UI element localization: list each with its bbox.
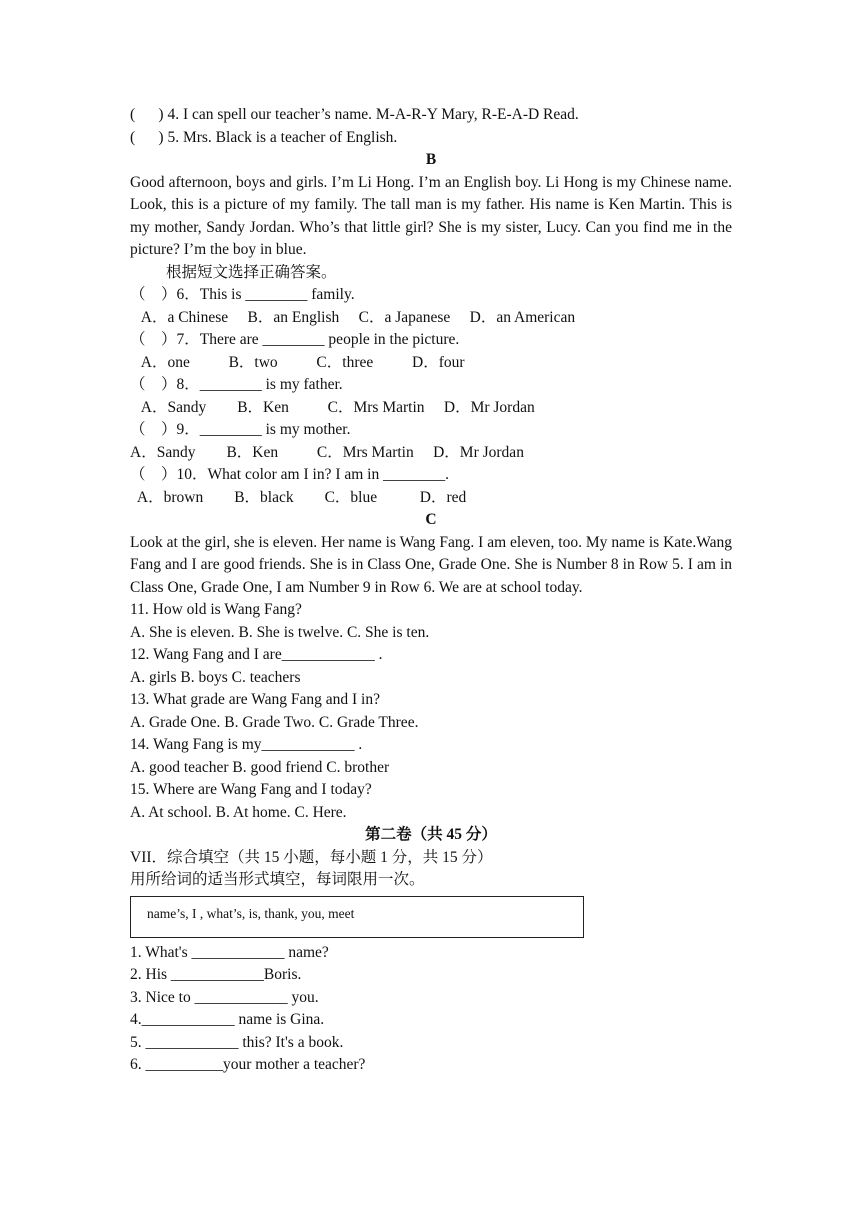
question-13: 13. What grade are Wang Fang and I in? [130, 691, 380, 708]
question-10: （ ）10．What color am I in? I am in ________. [130, 466, 449, 483]
question-7-options: A．one B．two C．three D．four [130, 353, 465, 371]
question-14-options: A. good teacher B. good friend C. brother [130, 758, 390, 776]
question-8-options: A．Sandy B．Ken C．Mrs Martin D．Mr Jordan [130, 398, 535, 416]
question-12-options: A. girls B. boys C. teachers [130, 668, 301, 686]
fill-blank-6: 6. __________your mother a teacher? [130, 1056, 366, 1073]
question-9: （ ）9．________ is my mother. [130, 421, 351, 438]
word-bank-text: name’s, I , what’s, is, thank, you, meet [147, 905, 355, 921]
question-15: 15. Where are Wang Fang and I today? [130, 781, 372, 798]
question-11: 11. How old is Wang Fang? [130, 601, 302, 618]
section-vii-title: VII．综合填空（共 15 小题，每小题 1 分，共 15 分） [130, 848, 493, 866]
word-bank-box [130, 896, 584, 938]
question-5: ( ) 5. Mrs. Black is a teacher of English. [130, 128, 398, 146]
section-b-passage: Good afternoon, boys and girls. I’m Li Hong. I’m an English boy. Li Hong is my Chinese name. Look, this is a picture of my family. The tall man is my father. His name is Ken Martin. This is my mother, Sandy Jordan. Who’s that little girl? She is my sister, Lucy. Can you find me in the picture? I’m the boy in blue. [130, 173, 732, 258]
fill-blank-4: 4.____________ name is Gina. [130, 1011, 325, 1028]
part-two-heading: 第二卷（共 45 分） [365, 826, 497, 843]
fill-blank-2: 2. His ____________Boris. [130, 966, 302, 983]
question-10-options: A．brown B．black C．blue D．red [130, 488, 467, 506]
fill-blank-5: 5. ____________ this? It's a book. [130, 1033, 344, 1051]
question-6: （ ）6．This is ________ family. [130, 286, 355, 303]
section-c-heading: C [425, 511, 437, 528]
question-14: 14. Wang Fang is my____________ . [130, 736, 363, 753]
section-b-instruction: 根据短文选择正确答案。 [166, 263, 337, 281]
question-7: （ ）7．There are ________ people in the picture. [130, 331, 460, 348]
fill-blank-3: 3. Nice to ____________ you. [130, 988, 319, 1006]
document-page [130, 104, 732, 1077]
fill-blank-1: 1. What's ____________ name? [130, 943, 329, 961]
question-12: 12. Wang Fang and I are____________ . [130, 646, 383, 663]
question-4: ( ) 4. I can spell our teacher’s name. M-A-R-Y Mary, R-E-A-D Read. [130, 106, 579, 123]
question-11-options: A. She is eleven. B. She is twelve. C. She is ten. [130, 623, 430, 641]
question-8: （ ）8．________ is my father. [130, 376, 343, 393]
question-13-options: A. Grade One. B. Grade Two. C. Grade Three. [130, 713, 419, 731]
question-15-options: A. At school. B. At home. C. Here. [130, 803, 347, 821]
section-b-heading: B [425, 151, 437, 168]
question-9-options: A．Sandy B．Ken C．Mrs Martin D．Mr Jordan [130, 443, 524, 461]
question-6-options: A．a Chinese B．an English C．a Japanese D．an American [130, 308, 576, 326]
section-c-passage: Look at the girl, she is eleven. Her name is Wang Fang. I am eleven, too. My name is Kate.Wang Fang and I are good friends. She is in Class One, Grade One. She is Number 8 in Row 5. I am in Class One, Grade One, I am Number 9 in Row 6. We are at school today. [130, 533, 732, 596]
section-vii-instruction: 用所给词的适当形式填空，每词限用一次。 [130, 871, 425, 888]
